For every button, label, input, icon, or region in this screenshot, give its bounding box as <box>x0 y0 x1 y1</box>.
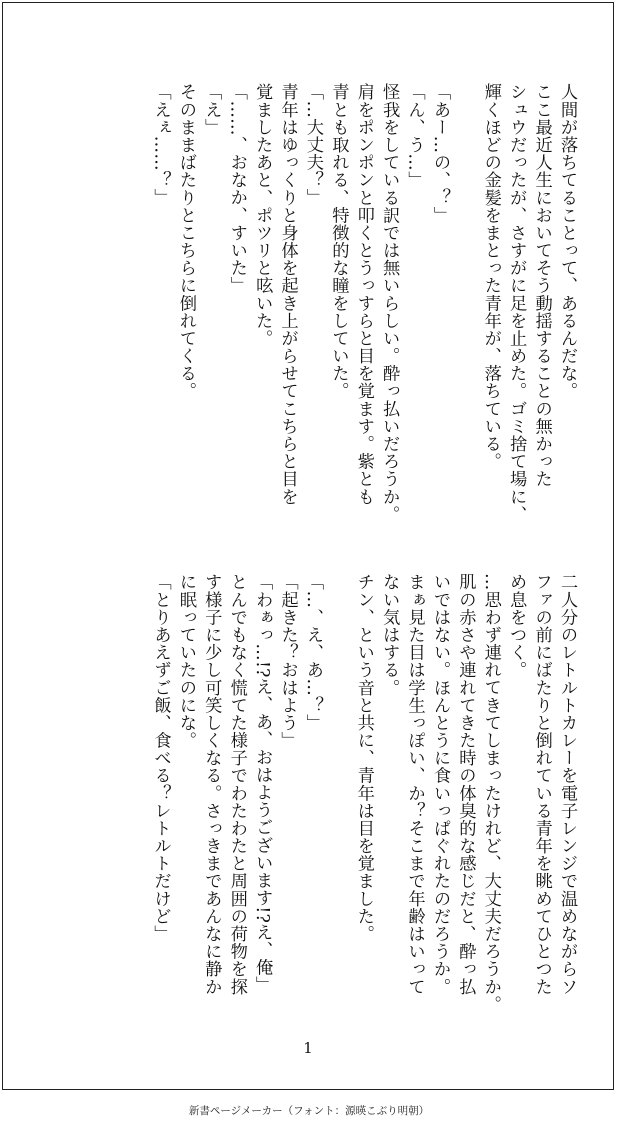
text-line: ない気はする。 <box>379 573 400 697</box>
text-line: 覚ましたあと、ポツリと呟いた。 <box>252 83 273 347</box>
text-line <box>452 83 477 543</box>
text-line: いではない。ほんとうに食いっぱぐれたのだろうか。 <box>429 573 450 996</box>
text-line: 肌の赤さや連れてきた時の体臭的な感じだと、酔っ払 <box>455 573 476 996</box>
text-line: そのままばたりとこちらに倒れてくる。 <box>175 83 196 400</box>
text-line: 「わぁっ…!?え、あ、おはようございます!?え、俺」 <box>252 573 273 994</box>
text-line: まぁ見た目は学生っぽい、か？そこまで年齢はいって <box>404 573 425 996</box>
text-line: す様子に少し可笑しくなる。さっきまであんなに静か <box>201 573 222 996</box>
text-line: …思わず連れてきてしまったけれど、大丈夫だろうか。 <box>480 573 501 1013</box>
text-line: 「…、え、あ…？」 <box>302 573 323 732</box>
text-line: 輝くほどの金髪をまとった青年が、落ちている。 <box>480 83 501 470</box>
text-block-bottom <box>147 573 579 1033</box>
text-line: 「ん、う…」 <box>404 83 425 189</box>
text-line: 「…大丈夫？」 <box>302 83 323 207</box>
text-line: 青とも取れる、特徴的な瞳をしていた。 <box>328 83 349 400</box>
text-line <box>325 573 350 1033</box>
text-line: チン、という音と共に、青年は目を覚ました。 <box>353 573 374 943</box>
page-number: 1 <box>303 1039 313 1057</box>
text-block-top <box>147 83 579 543</box>
text-line: ファの前にばたりと倒れている青年を眺めてひとつた <box>531 573 552 996</box>
text-line: とんでもなく慌てた様子でわたわたと周囲の荷物を探 <box>226 573 247 996</box>
book-page <box>2 2 614 1090</box>
text-line: 二人分のレトルトカレーを電子レンジで温めながらソ <box>557 573 577 996</box>
text-line: 「起きた？おはよう」 <box>277 573 298 749</box>
text-line: 「……、おなか、すいた」 <box>226 83 247 295</box>
text-line: 「え」 <box>201 83 222 136</box>
text-line: め息をつく。 <box>506 573 527 679</box>
text-line: 怪我をしている訳では無いらしい。酔っ払いだろうか。 <box>379 83 400 523</box>
text-line: ここ最近人生においてそう動揺することの無かった <box>531 83 552 488</box>
text-line: 「あー…の、？」 <box>429 83 450 224</box>
text-line: 「とりあえずご飯、食べる？レトルトだけど」 <box>150 573 171 943</box>
text-line: に眠っていたのにな。 <box>175 573 196 749</box>
text-line: 肩をポンポンと叩くとうっすらと目を覚ます。紫とも <box>353 83 374 506</box>
text-line: シュウだったが、さすがに足を止めた。ゴミ捨て場に、 <box>506 83 527 523</box>
text-line: 青年はゆっくりと身体を起き上がらせてこちらと目を <box>277 83 298 506</box>
text-line: 人間が落ちてることって、あるんだな。 <box>557 83 577 400</box>
text-line: 「えぇ……？」 <box>150 83 171 207</box>
footer-credit: 新書ページメーカー（フォント：源暎こぶり明朝） <box>188 1105 430 1117</box>
